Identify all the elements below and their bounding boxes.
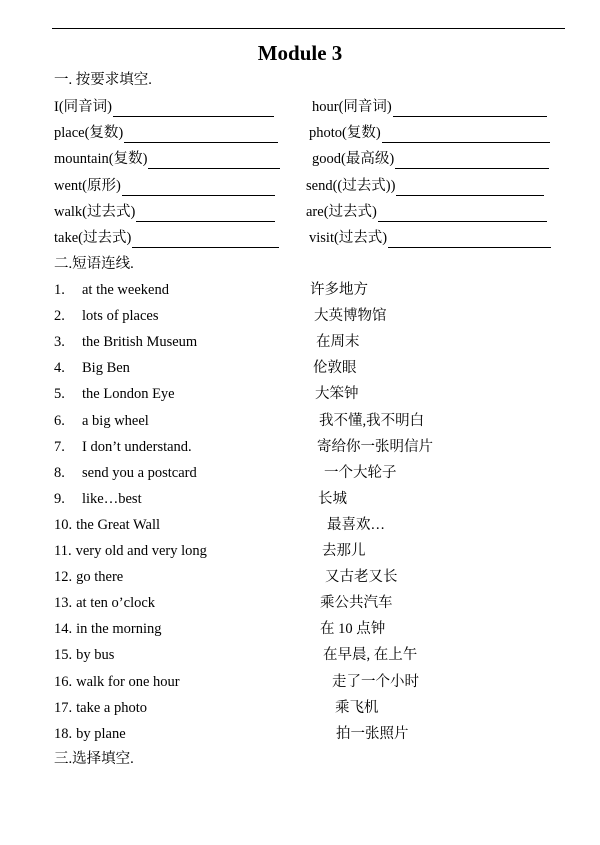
item-number: 12. [54, 569, 73, 585]
answer-blank[interactable] [136, 207, 275, 222]
phrase-en-text: the British Museum [82, 334, 198, 350]
item-number: 14. [54, 621, 73, 637]
phrase-en-text: very old and very long [75, 543, 207, 559]
item-number: 1. [54, 282, 65, 298]
answer-blank[interactable] [124, 128, 278, 143]
fill-item-label: photo(复数) [309, 125, 381, 141]
fill-item-right [306, 202, 547, 222]
fill-item-left [54, 202, 275, 222]
phrase-en[interactable] [54, 332, 197, 352]
fill-item-left [54, 97, 274, 117]
phrase-cn[interactable]: 伦敦眼 [313, 360, 357, 376]
phrase-en-text: at ten o’clock [76, 595, 156, 611]
phrase-cn[interactable]: 拍一张照片 [336, 726, 409, 742]
fill-item-label: mountain(复数) [54, 151, 148, 167]
phrase-en-text: a big wheel [82, 413, 149, 429]
answer-blank[interactable] [378, 207, 547, 222]
phrase-en[interactable] [54, 619, 162, 639]
item-number: 16. [54, 674, 73, 690]
fill-item-right [312, 97, 547, 117]
phrase-en[interactable] [54, 515, 160, 535]
fill-item-right [306, 176, 544, 196]
fill-item-label: visit(过去式) [309, 230, 388, 246]
fill-item-right [309, 228, 551, 248]
answer-blank[interactable] [113, 102, 274, 117]
phrase-en[interactable] [54, 411, 149, 431]
phrase-en-text: lots of places [82, 308, 159, 324]
phrase-en[interactable] [54, 724, 126, 744]
item-number: 5. [54, 386, 65, 402]
section-3-heading: 三.选择填空. [54, 751, 134, 767]
phrase-cn[interactable]: 寄给你一张明信片 [317, 439, 433, 455]
item-number: 18. [54, 726, 73, 742]
phrase-cn[interactable]: 长城 [318, 491, 347, 507]
fill-item-label: take(过去式) [54, 230, 132, 246]
fill-item-left [54, 149, 280, 169]
phrase-en[interactable] [54, 698, 147, 718]
phrase-en-text: at the weekend [82, 282, 169, 298]
phrase-cn[interactable]: 去那儿 [322, 543, 366, 559]
phrase-cn[interactable]: 走了一个小时 [332, 674, 419, 690]
answer-blank[interactable] [393, 102, 547, 117]
phrase-en-text: like…best [82, 491, 142, 507]
item-number: 11. [54, 543, 72, 559]
phrase-cn[interactable]: 最喜欢… [327, 517, 385, 533]
item-number: 4. [54, 360, 65, 376]
phrase-cn[interactable]: 许多地方 [310, 282, 368, 298]
phrase-en-text: I don’t understand. [82, 439, 192, 455]
answer-blank[interactable] [395, 154, 549, 169]
phrase-en-text: in the morning [76, 621, 162, 637]
fill-item-label: went(原形) [54, 178, 121, 194]
item-number: 2. [54, 308, 65, 324]
item-number: 8. [54, 465, 65, 481]
phrase-en[interactable] [54, 541, 207, 561]
item-number: 15. [54, 647, 73, 663]
phrase-en-text: take a photo [76, 700, 147, 716]
fill-item-left [54, 176, 275, 196]
item-number: 13. [54, 595, 73, 611]
page-title: Module 3 [257, 41, 343, 65]
item-number: 10. [54, 517, 73, 533]
phrase-cn[interactable]: 在早晨, 在上午 [323, 647, 418, 663]
fill-item-right [312, 149, 549, 169]
phrase-en-text: walk for one hour [76, 674, 180, 690]
fill-item-label: I(同音词) [54, 99, 112, 115]
phrase-en-text: send you a postcard [82, 465, 197, 481]
answer-blank[interactable] [132, 233, 279, 248]
fill-item-label: send((过去式)) [306, 178, 396, 194]
answer-blank[interactable] [388, 233, 551, 248]
phrase-en[interactable] [54, 567, 123, 587]
phrase-en-text: go there [76, 569, 124, 585]
item-number: 9. [54, 491, 65, 507]
answer-blank[interactable] [382, 128, 550, 143]
fill-item-left [54, 228, 279, 248]
phrase-cn[interactable]: 又古老又长 [325, 569, 398, 585]
phrase-cn[interactable]: 大笨钟 [315, 386, 359, 402]
phrase-en[interactable] [54, 437, 192, 457]
phrase-en[interactable] [54, 306, 159, 326]
section-2-heading: 二.短语连线. [54, 256, 134, 272]
phrase-cn[interactable]: 一个大轮子 [324, 465, 397, 481]
top-rule [52, 28, 565, 29]
answer-blank[interactable] [148, 154, 280, 169]
fill-item-label: walk(过去式) [54, 204, 136, 220]
phrase-en-text: Big Ben [82, 360, 130, 376]
phrase-cn[interactable]: 大英博物馆 [314, 308, 387, 324]
fill-item-label: good(最高级) [312, 151, 395, 167]
phrase-en[interactable] [54, 593, 155, 613]
answer-blank[interactable] [122, 181, 275, 196]
answer-blank[interactable] [396, 181, 544, 196]
phrase-en[interactable] [54, 280, 169, 300]
section-1-heading: 一. 按要求填空. [54, 72, 152, 88]
item-number: 17. [54, 700, 73, 716]
phrase-en[interactable] [54, 358, 130, 378]
phrase-en[interactable] [54, 645, 114, 665]
phrase-cn[interactable]: 在 10 点钟 [320, 621, 386, 637]
fill-item-label: hour(同音词) [312, 99, 392, 115]
phrase-en-text: by plane [76, 726, 126, 742]
phrase-cn[interactable]: 乘飞机 [335, 700, 379, 716]
item-number: 3. [54, 334, 65, 350]
fill-item-label: place(复数) [54, 125, 124, 141]
phrase-cn[interactable]: 在周末 [316, 334, 360, 350]
fill-item-right [309, 123, 550, 143]
phrase-en[interactable] [54, 463, 197, 483]
phrase-cn[interactable]: 乘公共汽车 [320, 595, 393, 611]
fill-item-label: are(过去式) [306, 204, 377, 220]
phrase-cn[interactable]: 我不懂,我不明白 [319, 413, 425, 429]
fill-item-left [54, 123, 278, 143]
phrase-en[interactable] [54, 384, 175, 404]
phrase-en-text: by bus [76, 647, 115, 663]
phrase-en-text: the London Eye [82, 386, 175, 402]
item-number: 6. [54, 413, 65, 429]
phrase-en[interactable] [54, 489, 142, 509]
phrase-en[interactable] [54, 672, 180, 692]
phrase-en-text: the Great Wall [76, 517, 161, 533]
item-number: 7. [54, 439, 65, 455]
